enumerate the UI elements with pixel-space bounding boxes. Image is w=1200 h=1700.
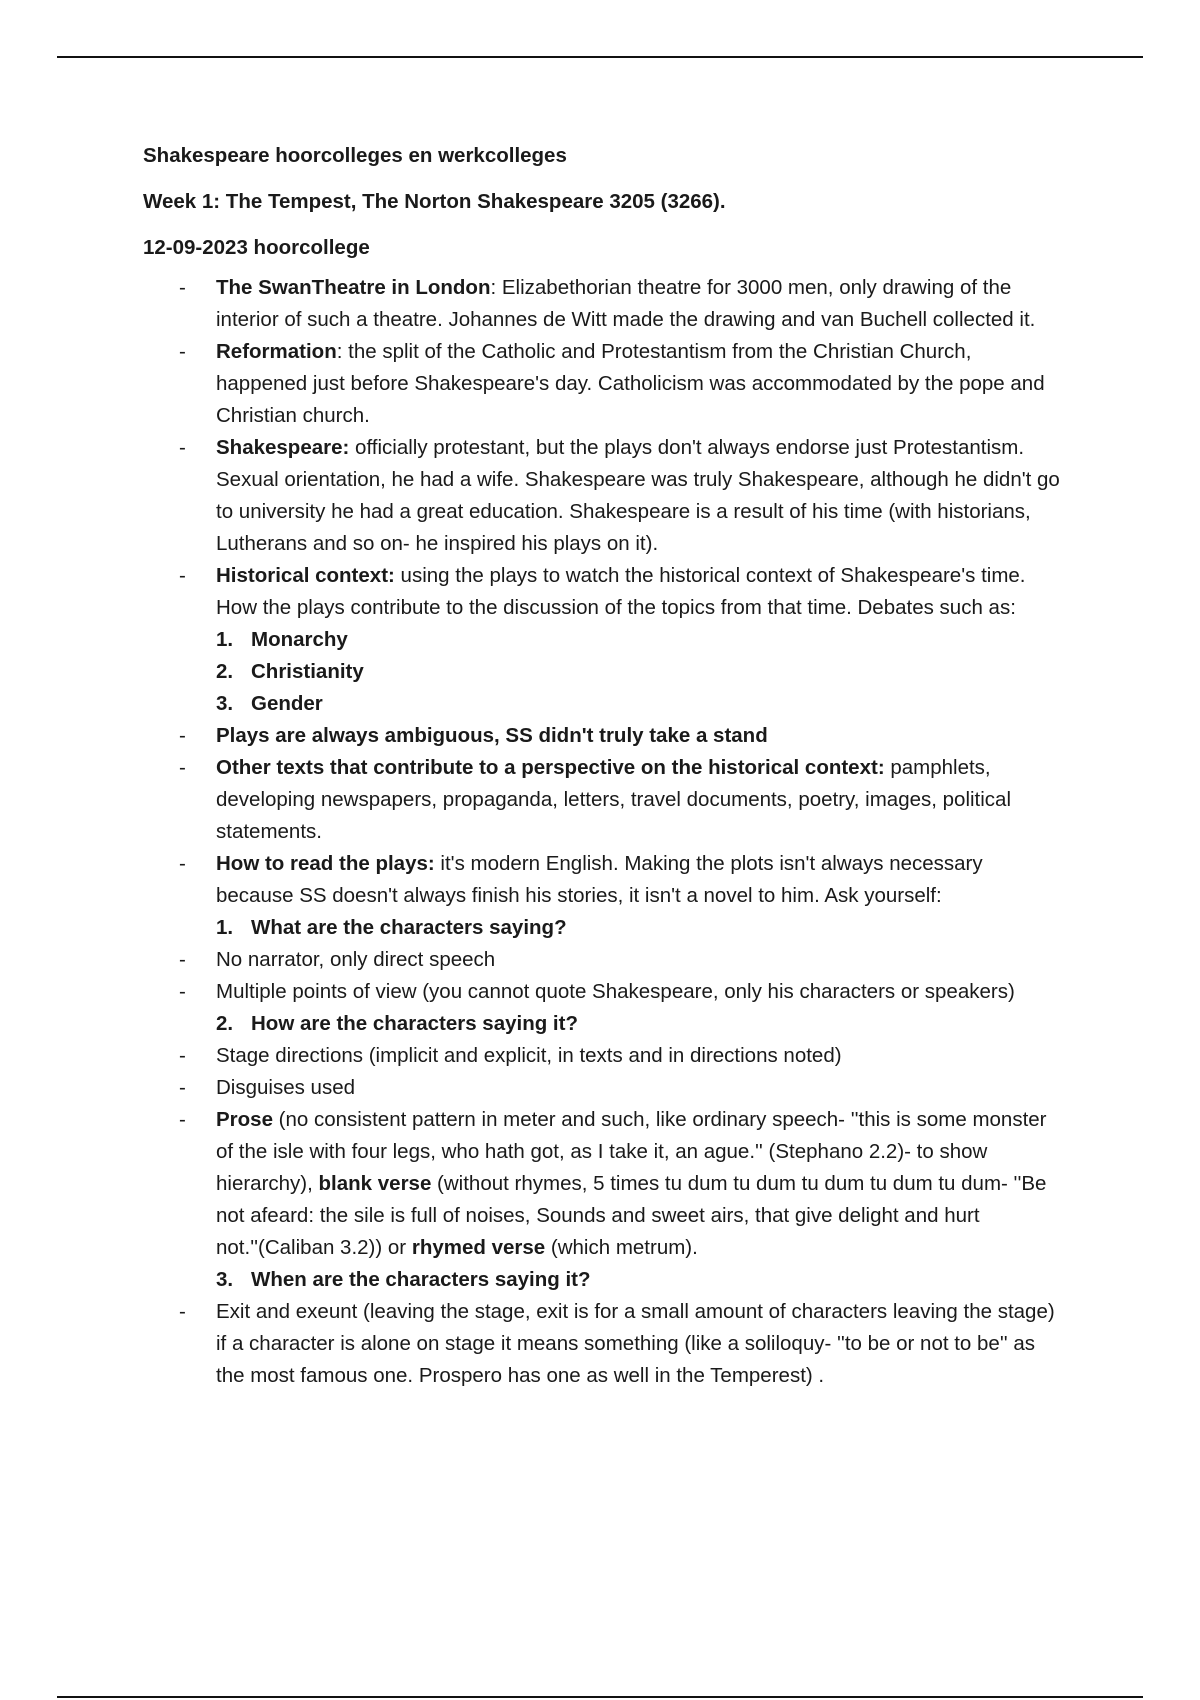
bullet: -: [179, 1044, 186, 1067]
item-term: Reformation: [216, 340, 337, 363]
list-item: [143, 848, 1063, 912]
numbered-label: Christianity: [251, 660, 364, 683]
list-item: [143, 272, 1063, 336]
item-term: rhymed verse: [411, 1236, 546, 1259]
item-term: Historical context:: [216, 564, 395, 587]
bullet: -: [179, 436, 186, 459]
date-heading: 12-09-2023 hoorcollege: [143, 236, 370, 259]
item-number: 3.: [216, 692, 234, 715]
footer-rule: [57, 1696, 1143, 1698]
item-text: : Elizabethorian theatre for 3000 men, only drawing of the interior of such a theatre. Johannes de Witt made the drawing and van Buchell collected it.: [216, 276, 1036, 331]
item-number: 1.: [216, 916, 234, 939]
list-item: [143, 720, 1063, 752]
document-title: Shakespeare hoorcolleges en werkcolleges: [143, 144, 567, 167]
item-text: using the plays to watch the historical context of Shakespeare's time. How the plays contribute to the discussion of the topics from that time. Debates such as:: [216, 564, 1026, 619]
item-number: 1.: [216, 628, 234, 651]
list-item: [143, 432, 1063, 560]
item-term: blank verse: [318, 1172, 432, 1195]
item-text: (which metrum).: [545, 1236, 698, 1259]
item-term: How to read the plays:: [216, 852, 435, 875]
numbered-label: Monarchy: [251, 628, 348, 651]
bullet: -: [179, 1076, 186, 1099]
header-rule: [57, 56, 1143, 58]
item-text: No narrator, only direct speech: [216, 948, 496, 971]
bullet: -: [179, 340, 186, 363]
list-item: [143, 1040, 1063, 1072]
item-text: Stage directions (implicit and explicit, in texts and in directions noted): [216, 1044, 842, 1067]
bullet: -: [179, 1108, 186, 1131]
bullet: -: [179, 756, 186, 779]
question-label: When are the characters saying it?: [251, 1268, 591, 1291]
item-text: : the split of the Catholic and Protestantism from the Christian Church, happened just before Shakespeare's day. Catholicism was accommodated by the pope and Christian church.: [216, 340, 1045, 427]
document-body: [143, 140, 1063, 1392]
question-heading: [143, 1264, 1063, 1296]
bullet: -: [179, 852, 186, 875]
list-item: [143, 1296, 1063, 1392]
numbered-label: Gender: [251, 692, 323, 715]
item-text: Exit and exeunt (leaving the stage, exit is for a small amount of characters leaving the stage) if a character is alone on stage it means something (like a soliloquy- ''to be or not to be'' as the most famous one. Prospero has one as well in the Temperest) .: [216, 1300, 1055, 1387]
bullet: -: [179, 1300, 186, 1323]
item-term: Other texts that contribute to a perspective on the historical context:: [216, 756, 885, 779]
list-item: [143, 1072, 1063, 1104]
question-heading: [143, 912, 1063, 944]
bullet: -: [179, 980, 186, 1003]
item-text: Disguises used: [216, 1076, 356, 1099]
item-term: Plays are always ambiguous, SS didn't truly take a stand: [216, 724, 768, 747]
numbered-item: [143, 624, 1063, 656]
question-label: What are the characters saying?: [251, 916, 567, 939]
item-text: it's modern English. Making the plots isn't always necessary because SS doesn't always finish his stories, it isn't a novel to him. Ask yourself:: [216, 852, 983, 907]
list-item: [143, 752, 1063, 848]
item-term: Prose: [216, 1108, 273, 1131]
question-label: How are the characters saying it?: [251, 1012, 578, 1035]
question-heading: [143, 1008, 1063, 1040]
item-text: (without rhymes, 5 times tu dum tu dum tu dum tu dum tu dum- ''Be not afeard: the sile is full of noises, Sounds and sweet airs, that give delight and hurt not.''(Caliban 3.2)) or: [216, 1172, 1047, 1259]
item-number: 2.: [216, 660, 234, 683]
item-text: officially protestant, but the plays don't always endorse just Protestantism. Sexual orientation, he had a wife. Shakespeare was truly Shakespeare, although he didn't go to university he had a great education. Shakespeare is a result of his time (with historians, Lutherans and so on- he inspired his plays on it).: [216, 436, 1060, 555]
list-item: [143, 944, 1063, 976]
bullet: -: [179, 948, 186, 971]
numbered-item: [143, 688, 1063, 720]
bullet: -: [179, 724, 186, 747]
item-text: pamphlets, developing newspapers, propaganda, letters, travel documents, poetry, images, political statements.: [216, 756, 1012, 843]
bullet: -: [179, 564, 186, 587]
week-heading: Week 1: The Tempest, The Norton Shakespeare 3205 (3266).: [143, 190, 726, 213]
item-text: Multiple points of view (you cannot quote Shakespeare, only his characters or speakers): [216, 980, 1015, 1003]
item-term: Shakespeare:: [216, 436, 350, 459]
list-item: [143, 1104, 1063, 1264]
item-text: (no consistent pattern in meter and such, like ordinary speech- ''this is some monster of the isle with four legs, who hath got, as I take it, an ague.'' (Stephano 2.2)- to show hierarchy),: [216, 1108, 1047, 1195]
bullet: -: [179, 276, 186, 299]
numbered-item: [143, 656, 1063, 688]
item-number: 3.: [216, 1268, 234, 1291]
item-term: The SwanTheatre in London: [216, 276, 491, 299]
list-item: [143, 336, 1063, 432]
list-item: [143, 560, 1063, 624]
item-number: 2.: [216, 1012, 234, 1035]
list-item: [143, 976, 1063, 1008]
